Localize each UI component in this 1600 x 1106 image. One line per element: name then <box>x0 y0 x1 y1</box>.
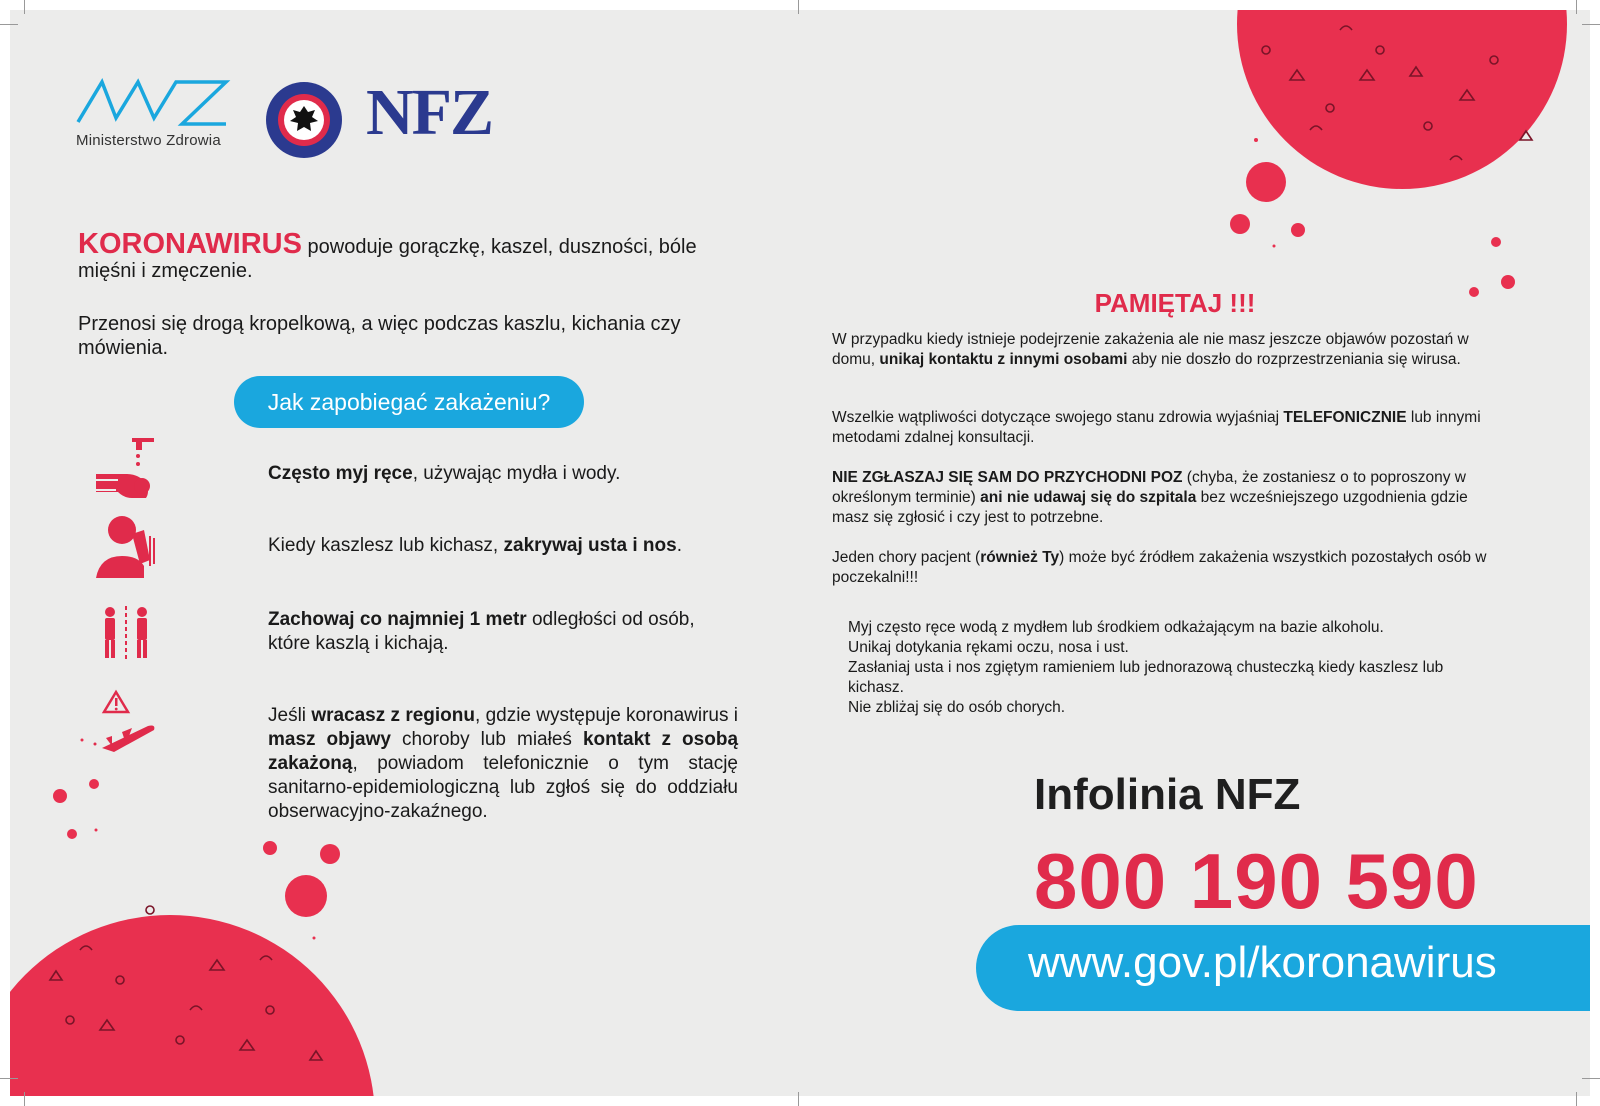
para-bold: unikaj kontaktu z innymi osobami <box>879 351 1128 368</box>
list-item: Unikaj dotykania rękami oczu, nosa i ust. <box>848 639 1129 656</box>
list-item: Nie zbliżaj się do osób chorych. <box>848 699 1066 716</box>
crop-mark <box>24 0 25 14</box>
transmission-paragraph: Przenosi się drogą kropelkową, a więc podczas kaszlu, kichania czy mówienia. <box>78 313 681 359</box>
crop-mark <box>798 1092 799 1106</box>
tip-text: , używając mydła i wody. <box>412 463 621 484</box>
lead-rest: powoduje gorączkę, kaszel, duszności, bóle mięśni i zmęczenie. <box>78 236 697 282</box>
tip-bold: zakrywaj usta i nos <box>503 535 677 556</box>
tip-text: Kiedy kaszlesz lub kichasz, <box>268 535 504 556</box>
crop-mark <box>1576 1092 1577 1106</box>
tip-text: , gdzie występuje koronawirus i <box>475 705 738 726</box>
tip-text: . <box>676 535 682 556</box>
list-item: Myj często ręce wodą z mydłem lub środkiem odkażającym na bazie alkoholu. <box>848 619 1384 636</box>
hygiene-list <box>848 618 1488 718</box>
tip-text: choroby lub miałeś <box>390 729 583 750</box>
leaflet-sheet <box>10 10 1590 1096</box>
prevent-heading-pill: Jak zapobiegać zakażeniu? <box>234 376 584 428</box>
panstwowa-inspekcja-sanitarna-logo <box>264 80 344 160</box>
right-paragraph-3 <box>832 468 1502 528</box>
crop-mark <box>1582 24 1600 25</box>
koronawirus-highlight: KORONAWIRUS <box>78 228 302 260</box>
para-text: lub innymi metodami zdalnej konsultacji. <box>832 409 1481 446</box>
right-paragraph-2 <box>832 408 1502 448</box>
tip-text: , powiadom telefonicznie o tym stację sanitarno-epidemiologiczną lub zgłoś się do oddziału obserwacyjno-zakaźnego. <box>268 753 738 822</box>
para-text: W przypadku kiedy istnieje podejrzenie zakażenia ale nie masz jeszcze objawów pozostań w domu, <box>832 331 1469 368</box>
right-paragraph-4 <box>832 548 1502 588</box>
para-text: Jeden chory pacjent ( <box>832 549 981 566</box>
para-text: bez wcześniejszego uzgodnienia gdzie masz się zgłosić i czy jest to potrzebne. <box>832 489 1468 526</box>
para-text: aby nie doszło do rozprzestrzeniania się wirusa. <box>1127 351 1461 368</box>
para-text: Wszelkie wątpliwości dotyczące swojego stanu zdrowia wyjaśniaj <box>832 409 1284 426</box>
para-bold: NIE ZGŁASZAJ SIĘ SAM DO PRZYCHODNI POZ <box>832 469 1183 486</box>
para-text: (chyba, że zostaniesz o to poproszony w określonym terminie) <box>832 469 1466 506</box>
cough-icon <box>92 508 162 578</box>
tip-bold: kontakt z osobą zakażoną <box>268 729 739 774</box>
tip-bold: wracasz z regionu <box>311 705 475 726</box>
tip-travel-symptoms <box>268 704 738 824</box>
infolinia-heading: Infolinia NFZ <box>1034 770 1301 819</box>
ministerstwo-zdrowia-logo <box>76 76 236 166</box>
crop-mark <box>1582 1078 1600 1079</box>
para-bold: również Ty <box>980 549 1060 566</box>
crop-mark <box>0 24 18 25</box>
tip-text: Jeśli <box>268 705 312 726</box>
crop-mark <box>1576 0 1577 14</box>
crop-mark <box>798 0 799 14</box>
travel-warning-icon <box>92 688 162 758</box>
distance-icon <box>92 600 162 670</box>
hotline-phone-number[interactable]: 800 190 590 <box>1034 837 1479 925</box>
para-text: ) może być źródłem zakażenia wszystkich pozostałych osób w poczekalni!!! <box>832 549 1487 586</box>
crop-mark <box>24 1092 25 1106</box>
tip-bold: Zachowaj co najmniej 1 metr <box>268 609 527 630</box>
remember-heading: PAMIĘTAJ !!! <box>1094 288 1256 318</box>
crop-mark <box>0 1078 18 1079</box>
tip-bold: masz objawy <box>268 729 391 750</box>
ministerstwo-zdrowia-text: Ministerstwo Zdrowia <box>76 132 221 149</box>
para-bold: ani nie udawaj się do szpitala <box>980 489 1197 506</box>
tip-wash-hands <box>268 462 748 486</box>
tip-text: odległości od osób, które kaszlą i kichają. <box>268 609 695 654</box>
website-link[interactable]: www.gov.pl/koronawirus <box>1028 938 1497 987</box>
nfz-logo: NFZ <box>366 76 492 149</box>
tip-cover-mouth <box>268 534 748 558</box>
list-item: Zasłaniaj usta i nos zgiętym ramieniem lub jednorazową chusteczką kiedy kaszlesz lub kichasz. <box>848 659 1444 696</box>
tip-keep-distance <box>268 608 738 656</box>
handwash-icon <box>92 434 162 504</box>
tip-bold: Często myj ręce <box>268 463 413 484</box>
para-bold: TELEFONICZNIE <box>1283 409 1407 426</box>
lead-paragraph <box>78 228 718 283</box>
right-paragraph-1 <box>832 330 1502 370</box>
